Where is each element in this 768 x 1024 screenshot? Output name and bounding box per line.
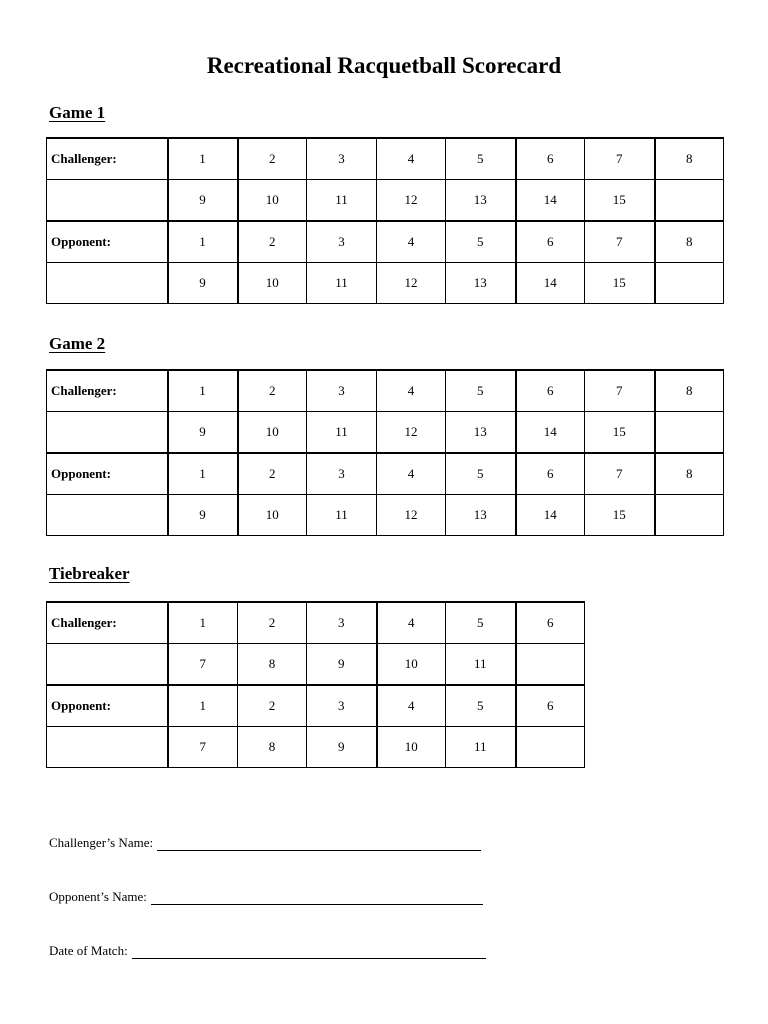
date-of-match-line[interactable] [132,944,486,959]
score-cell[interactable]: 12 [377,263,446,304]
score-cell[interactable]: 15 [585,180,655,222]
score-cell[interactable]: 9 [307,727,377,768]
score-cell[interactable]: 15 [585,263,655,304]
score-cell[interactable]: 3 [307,685,377,727]
score-cell[interactable]: 1 [168,370,238,412]
score-cell[interactable]: 2 [238,602,307,644]
score-cell[interactable]: 8 [655,453,724,495]
score-cell[interactable]: 11 [307,263,377,304]
score-cell[interactable]: 7 [585,138,655,180]
score-cell[interactable]: 9 [168,412,238,454]
score-cell[interactable]: 4 [377,453,446,495]
score-cell[interactable]: 6 [516,221,585,263]
blank-label [47,412,168,454]
game1-heading: Game 1 [49,103,106,122]
score-cell[interactable]: 7 [585,370,655,412]
challenger-name-line[interactable] [157,836,481,851]
score-cell[interactable] [655,180,724,222]
score-cell[interactable]: 4 [377,370,446,412]
score-cell[interactable]: 3 [307,221,377,263]
score-cell[interactable]: 7 [585,453,655,495]
score-cell[interactable]: 3 [307,370,377,412]
score-cell[interactable]: 10 [238,495,307,536]
score-cell[interactable]: 13 [446,180,516,222]
score-cell[interactable]: 8 [655,370,724,412]
score-cell[interactable]: 3 [307,602,377,644]
score-cell[interactable]: 6 [516,138,585,180]
score-cell[interactable]: 13 [446,263,516,304]
score-cell[interactable]: 7 [585,221,655,263]
score-cell[interactable]: 2 [238,221,307,263]
score-cell[interactable]: 6 [516,602,585,644]
opponent-name-field [49,889,483,905]
score-cell[interactable]: 7 [168,644,238,686]
tiebreaker-table [46,601,585,768]
opponent-name-label: Opponent’s Name: [49,889,147,904]
score-cell[interactable]: 10 [377,644,446,686]
score-cell[interactable]: 11 [307,180,377,222]
challenger-name-field [49,835,481,851]
score-cell[interactable]: 10 [377,727,446,768]
score-cell[interactable] [655,412,724,454]
score-cell[interactable]: 8 [655,221,724,263]
blank-label [47,644,168,686]
game1-table [46,137,724,304]
score-cell[interactable]: 14 [516,495,585,536]
score-cell[interactable]: 2 [238,370,307,412]
score-cell[interactable]: 9 [168,495,238,536]
score-cell[interactable]: 1 [168,685,238,727]
blank-label [47,180,168,222]
score-cell[interactable]: 9 [168,263,238,304]
score-cell[interactable]: 15 [585,495,655,536]
score-cell[interactable]: 1 [168,221,238,263]
page-title: Recreational Racquetball Scorecard [206,53,562,78]
score-cell[interactable] [655,495,724,536]
score-cell[interactable]: 5 [446,138,516,180]
score-cell[interactable]: 2 [238,453,307,495]
score-cell[interactable]: 3 [307,453,377,495]
tiebreaker-heading: Tiebreaker [49,564,130,583]
score-cell[interactable]: 5 [446,370,516,412]
score-cell[interactable]: 14 [516,180,585,222]
blank-label [47,495,168,536]
score-cell[interactable]: 9 [168,180,238,222]
score-cell[interactable]: 14 [516,263,585,304]
score-cell[interactable]: 10 [238,412,307,454]
game2-table [46,369,724,536]
opponent-label: Opponent: [47,453,168,495]
score-cell[interactable]: 11 [446,644,516,686]
score-cell[interactable]: 10 [238,263,307,304]
score-cell[interactable]: 4 [377,138,446,180]
score-cell[interactable] [516,644,585,686]
score-cell[interactable]: 4 [377,602,446,644]
challenger-label: Challenger: [47,370,168,412]
score-cell[interactable]: 8 [238,727,307,768]
score-cell[interactable] [655,263,724,304]
score-cell[interactable]: 7 [168,727,238,768]
score-cell[interactable]: 10 [238,180,307,222]
score-cell[interactable]: 15 [585,412,655,454]
score-cell[interactable]: 8 [655,138,724,180]
score-cell[interactable]: 1 [168,453,238,495]
score-cell[interactable]: 3 [307,138,377,180]
score-cell[interactable]: 1 [168,602,238,644]
score-cell[interactable]: 6 [516,453,585,495]
game2-heading: Game 2 [49,334,106,353]
score-cell[interactable]: 9 [307,644,377,686]
opponent-label: Opponent: [47,685,168,727]
date-of-match-label: Date of Match: [49,943,128,958]
score-cell[interactable]: 2 [238,685,307,727]
score-cell[interactable]: 12 [377,495,446,536]
opponent-name-line[interactable] [151,890,483,905]
score-cell[interactable]: 5 [446,685,516,727]
date-of-match-field [49,943,486,959]
score-cell[interactable]: 2 [238,138,307,180]
score-cell[interactable]: 12 [377,412,446,454]
score-cell[interactable]: 5 [446,221,516,263]
challenger-label: Challenger: [47,138,168,180]
blank-label [47,727,168,768]
challenger-name-label: Challenger’s Name: [49,835,154,850]
score-cell[interactable]: 13 [446,412,516,454]
blank-label [47,263,168,304]
score-cell[interactable]: 14 [516,412,585,454]
score-cell[interactable]: 1 [168,138,238,180]
score-cell[interactable]: 5 [446,453,516,495]
score-cell[interactable]: 6 [516,370,585,412]
score-cell[interactable]: 11 [307,412,377,454]
score-cell[interactable]: 6 [516,685,585,727]
score-cell[interactable]: 4 [377,221,446,263]
score-cell[interactable]: 5 [446,602,516,644]
score-cell[interactable]: 11 [446,727,516,768]
score-cell[interactable]: 11 [307,495,377,536]
score-cell[interactable] [516,727,585,768]
score-cell[interactable]: 4 [377,685,446,727]
score-cell[interactable]: 12 [377,180,446,222]
opponent-label: Opponent: [47,221,168,263]
challenger-label: Challenger: [47,602,168,644]
score-cell[interactable]: 13 [446,495,516,536]
score-cell[interactable]: 8 [238,644,307,686]
